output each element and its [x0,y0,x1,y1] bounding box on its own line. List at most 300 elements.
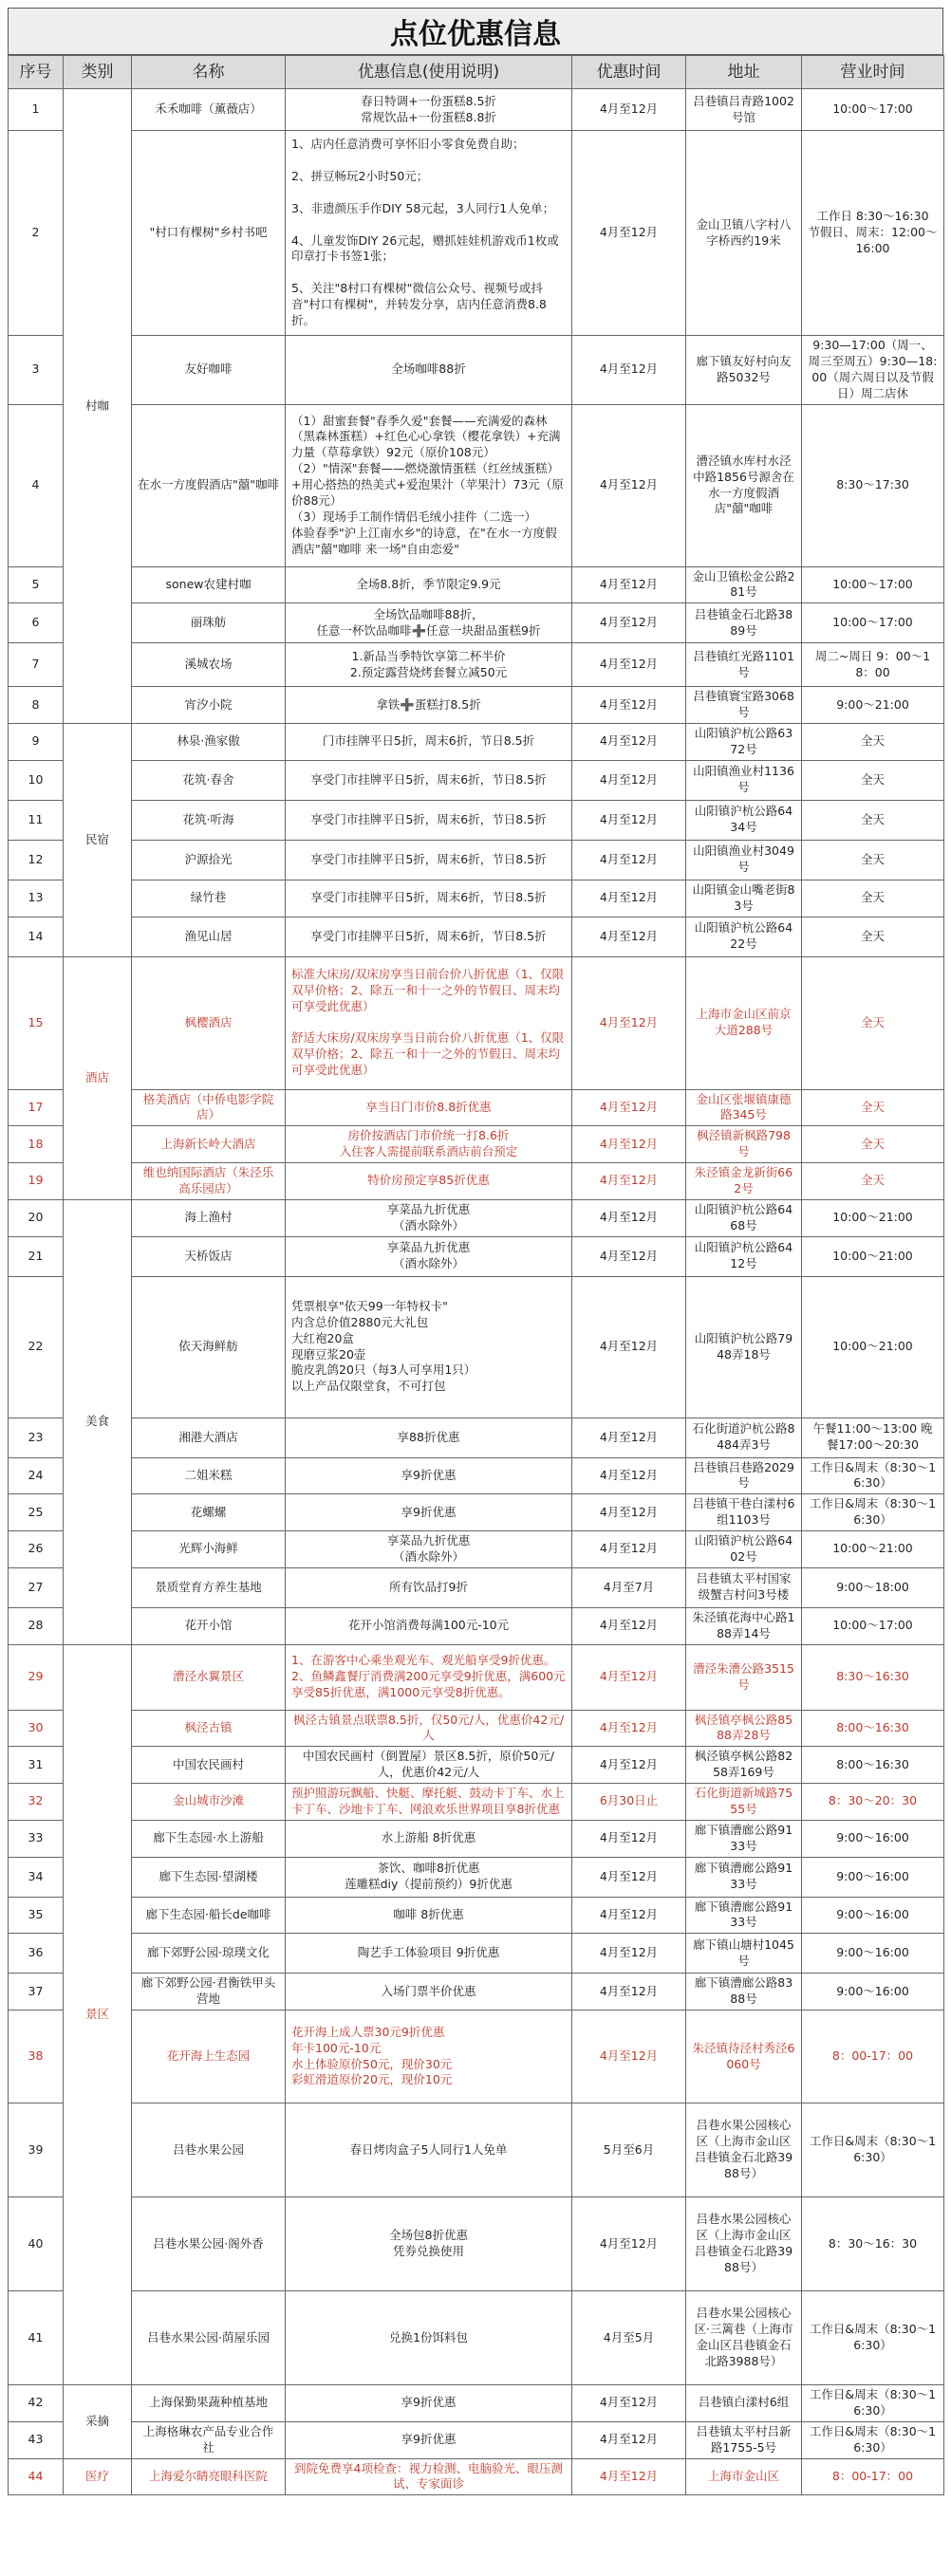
cell-time: 4月至12月 [572,760,686,800]
table-row [9,917,944,956]
category-cell: 民宿 [64,724,132,957]
cell-info: 兑换1份饵料包 [286,2291,572,2385]
cell-name: sonew农建村咖 [132,566,286,603]
cell-address: 枫泾镇新枫路798号 [686,1126,802,1163]
cell-no: 27 [9,1567,64,1607]
cell-address: 石化街道新城路7555号 [686,1784,802,1821]
cell-time: 4月至12月 [572,840,686,880]
cell-no: 14 [9,917,64,956]
cell-name: 上海保勤果蔬种植基地 [132,2385,286,2422]
cell-name: 花螺螺 [132,1494,286,1531]
header-time: 优惠时间 [572,56,686,89]
cell-address: 廊下镇漕廊公路9133号 [686,1897,802,1934]
cell-address: 金山区张堰镇康德路345号 [686,1089,802,1126]
cell-time: 4月至12月 [572,643,686,687]
cell-time: 4月至12月 [572,724,686,761]
cell-info: 1、店内任意消费可享怀旧小零食免费自助； 2、拼豆畅玩2小时50元； 3、非遗颜压手作DIY 58元起，3人同行1人免单； 4、儿童发饰DIY 26元起，赠抓娃娃机游戏币1枚或印章打卡书签1张； 5、关注"8村口有棵树"微信公众号、视频号或抖音"村口有棵树"，并转发分享，店内任意消费8.8折。 [286,131,572,336]
category-cell: 景区 [64,1644,132,2385]
cell-hours: 周二~周日 9：00～18：00 [802,643,944,687]
cell-hours: 10:00～17:00 [802,566,944,603]
cell-no: 19 [9,1163,64,1200]
cell-hours: 9:00～21:00 [802,687,944,724]
cell-info: 预护照游玩飘船、快艇、摩托艇、鼓动卡丁车、水上卡丁车、沙地卡丁车、网浪欢乐世界项目享8折优惠 [286,1784,572,1821]
cell-name: 丽珠舫 [132,603,286,643]
cell-info: 1、在游客中心乘坐观光车、观光船享受9折优惠。 2、鱼鳞鑫餐厅消费满200元享受9折优惠，满600元享受85折优惠，满1000元享受8折优惠。 [286,1644,572,1710]
cell-name: 光辉小海鲜 [132,1531,286,1568]
cell-address: 吕巷镇太平村吕新路1755-5号 [686,2421,802,2458]
cell-info: 花开海上成人票30元9折优惠 年卡100元-10元 水上体验原价50元，现价30元 彩虹滑道原价20元，现价10元 [286,2011,572,2103]
cell-info: 到院免费享4项检查：视力检测、电脑验光、眼压测试、专家面诊 [286,2458,572,2495]
cell-address: 山阳镇渔业村1136号 [686,760,802,800]
cell-address: 漕泾朱漕公路3515号 [686,1644,802,1710]
cell-address: 廊下镇漕廊公路9133号 [686,1820,802,1857]
table-row [9,1494,944,1531]
cell-info: 享菜品九折优惠 （酒水除外） [286,1199,572,1236]
cell-info: 咖啡 8折优惠 [286,1897,572,1934]
cell-hours: 全天 [802,840,944,880]
cell-info: 中国农民画村（倒置屋）景区8.5折，原价50元/人，优惠价42元/人 [286,1747,572,1784]
cell-hours: 8：00-17：00 [802,2011,944,2103]
cell-no: 32 [9,1784,64,1821]
cell-hours: 10:00～21:00 [802,1276,944,1418]
cell-hours: 9:00～16:00 [802,1820,944,1857]
table-row [9,603,944,643]
cell-name: 维也纳国际酒店（朱泾乐高乐园店） [132,1163,286,1200]
cell-no: 40 [9,2197,64,2291]
cell-name: 上海爱尔睛亮眼科医院 [132,2458,286,2495]
cell-hours: 工作日&周末（8:30～16:30） [802,2291,944,2385]
cell-address: 吕巷镇白漾村6组 [686,2385,802,2422]
cell-no: 41 [9,2291,64,2385]
cell-address: 廊下镇友好村向友路5032号 [686,336,802,405]
cell-time: 4月至12月 [572,1494,686,1531]
cell-info: 享受门市挂牌平日5折，周末6折，节日8.5折 [286,760,572,800]
cell-address: 廊下镇漕廊公路9133号 [686,1857,802,1897]
cell-address: 山阳镇沪杭公路6372号 [686,724,802,761]
cell-name: 枫泾古镇 [132,1710,286,1747]
table-row [9,880,944,917]
category-cell: 美食 [64,1199,132,1644]
cell-address: 吕巷水果公园核心区（上海市金山区吕巷镇金石北路3988号） [686,2103,802,2197]
cell-time: 4月至12月 [572,1607,686,1644]
cell-no: 44 [9,2458,64,2495]
cell-no: 9 [9,724,64,761]
cell-info: 陶艺手工体验项目 9折优惠 [286,1934,572,1974]
cell-no: 7 [9,643,64,687]
cell-no: 12 [9,840,64,880]
table-row [9,643,944,687]
cell-info: 享9折优惠 [286,1457,572,1494]
cell-time: 4月至12月 [572,603,686,643]
cell-info: 享受门市挂牌平日5折，周末6折，节日8.5折 [286,880,572,917]
table-row [9,1710,944,1747]
cell-address: 廊下镇山塘村1045号 [686,1934,802,1974]
table-row [9,1089,944,1126]
cell-hours: 全天 [802,917,944,956]
cell-time: 4月至12月 [572,404,686,566]
cell-no: 33 [9,1820,64,1857]
header-address: 地址 [686,56,802,89]
cell-name: 在水一方度假酒店"囍"咖啡 [132,404,286,566]
cell-hours: 9:00～18:00 [802,1567,944,1607]
cell-name: 格美酒店（中侨电影学院店） [132,1089,286,1126]
cell-info: 享受门市挂牌平日5折，周末6折，节日8.5折 [286,917,572,956]
table-row [9,2011,944,2103]
cell-no: 15 [9,956,64,1089]
cell-address: 吕巷水果公园核心区·三篱巷（上海市金山区吕巷镇金石北路3988号） [686,2291,802,2385]
cell-address: 朱泾镇待泾村秀泾6060号 [686,2011,802,2103]
table-row [9,2385,944,2422]
cell-info: 门市挂牌平日5折，周末6折，节日8.5折 [286,724,572,761]
cell-name: 廊下生态园·船长de咖啡 [132,1897,286,1934]
cell-info: 所有饮品打9折 [286,1567,572,1607]
table-row [9,566,944,603]
cell-info: 享9折优惠 [286,1494,572,1531]
cell-info: 标准大床房/双床房享当日前台价八折优惠（1、仅限双早价格；2、除五一和十一之外的节假日、周末均可享受此优惠） 舒适大床房/双床房享当日前台价八折优惠（1、仅限双早价格；2、除五一和十一之外的节假日、周末均可享受此优惠） [286,956,572,1089]
cell-time: 4月至12月 [572,1276,686,1418]
table-row [9,1897,944,1934]
cell-no: 37 [9,1974,64,2011]
cell-info: 拿铁➕蛋糕打8.5折 [286,687,572,724]
cell-no: 23 [9,1418,64,1457]
cell-info: （1）甜蜜套餐"春季久爱"套餐——充满爱的森林（黑森林蛋糕）+红色心心拿铁（樱花拿铁）+充满力量（草莓拿铁）92元（原价108元） （2）"情深"套餐——燃烧激情蛋糕（红丝绒蛋糕）+用心搭热的热美式+爱泡果汁（苹果汁）73元（原价88元） （3）现场手工制作情侣毛绒小挂件（二选一） 体验春季"沪上江南水乡"的诗意，在"在水一方度假酒店"囍"咖啡 来一场"自由恋爱" [286,404,572,566]
cell-address: 山阳镇沪杭公路6402号 [686,1531,802,1568]
cell-info: 枫泾古镇景点联票8.5折，仅50元/人，优惠价42元/人 [286,1710,572,1747]
cell-hours: 工作日&周末（8:30～16:30） [802,2385,944,2422]
cell-time: 4月至12月 [572,880,686,917]
cell-name: 漕泾水翼景区 [132,1644,286,1710]
table-row [9,1934,944,1974]
cell-name: 枫樱酒店 [132,956,286,1089]
cell-info: 花开小馆消费每满100元-10元 [286,1607,572,1644]
cell-info: 1.新品当季特饮享第二杯半价 2.预定露营烧烤套餐立减50元 [286,643,572,687]
cell-no: 28 [9,1607,64,1644]
cell-hours: 全天 [802,760,944,800]
cell-no: 43 [9,2421,64,2458]
table-row [9,2421,944,2458]
table-row [9,1276,944,1418]
cell-hours: 9:00～16:00 [802,1934,944,1974]
cell-hours: 10:00～21:00 [802,1236,944,1276]
cell-info: 春日特调+一份蛋糕8.5折 常规饮品+一份蛋糕8.8折 [286,89,572,131]
table-row [9,840,944,880]
cell-name: 金山城市沙滩 [132,1784,286,1821]
cell-info: 享受门市挂牌平日5折，周末6折，节日8.5折 [286,840,572,880]
cell-hours: 8：00-17：00 [802,2458,944,2495]
cell-address: 石化街道沪杭公路8484弄3号 [686,1418,802,1457]
table-row [9,800,944,840]
cell-time: 6月30日止 [572,1784,686,1821]
cell-no: 1 [9,89,64,131]
cell-info: 全场8.8折，季节限定9.9元 [286,566,572,603]
cell-no: 18 [9,1126,64,1163]
cell-hours: 8:30～17:30 [802,404,944,566]
cell-hours: 工作日 8:30～16:30 节假日、周末：12:00～16:00 [802,131,944,336]
cell-no: 25 [9,1494,64,1531]
cell-no: 10 [9,760,64,800]
header-hours: 营业时间 [802,56,944,89]
table-row [9,1199,944,1236]
cell-hours: 工作日&周末（8:30～16:30） [802,2103,944,2197]
cell-name: 海上渔村 [132,1199,286,1236]
cell-time: 4月至12月 [572,336,686,405]
table-row [9,1747,944,1784]
cell-info: 享9折优惠 [286,2421,572,2458]
table-row [9,1644,944,1710]
cell-name: 花筑·春舍 [132,760,286,800]
cell-hours: 10:00～17:00 [802,1607,944,1644]
cell-no: 31 [9,1747,64,1784]
table-row [9,336,944,405]
cell-name: 二姐米糕 [132,1457,286,1494]
cell-no: 6 [9,603,64,643]
cell-address: 朱泾镇金龙新街662号 [686,1163,802,1200]
cell-info: 享菜品九折优惠 （酒水除外） [286,1531,572,1568]
cell-info: 全场包8折优惠 凭券兑换使用 [286,2197,572,2291]
cell-address: 吕巷水果公园核心区（上海市金山区吕巷镇金石北路3988号） [686,2197,802,2291]
cell-name: 廊下生态园·水上游船 [132,1820,286,1857]
cell-hours: 10:00～17:00 [802,603,944,643]
page-title: 点位优惠信息 [8,8,943,55]
cell-time: 4月至12月 [572,1418,686,1457]
cell-address: 山阳镇沪杭公路6422号 [686,917,802,956]
table-row [9,2291,944,2385]
cell-hours: 工作日&周末（8:30～16:30） [802,1457,944,1494]
table-row [9,1236,944,1276]
cell-hours: 工作日&周末（8:30～16:30） [802,1494,944,1531]
cell-time: 4月至12月 [572,800,686,840]
cell-hours: 全天 [802,1089,944,1126]
table-row [9,1163,944,1200]
cell-hours: 午餐11:00～13:00 晚餐17:00～20:30 [802,1418,944,1457]
cell-info: 春日烤肉盒子5人同行1人免单 [286,2103,572,2197]
cell-name: 花开小馆 [132,1607,286,1644]
cell-name: 林泉·渔家傲 [132,724,286,761]
category-cell: 酒店 [64,956,132,1199]
cell-name: 中国农民画村 [132,1747,286,1784]
cell-time: 4月至12月 [572,687,686,724]
cell-no: 5 [9,566,64,603]
cell-name: 吕巷水果公园·阁外香 [132,2197,286,2291]
header-info: 优惠信息(使用说明) [286,56,572,89]
table-row [9,724,944,761]
category-cell: 村咖 [64,89,132,724]
cell-hours: 9:00～16:00 [802,1974,944,2011]
cell-info: 入场门票半价优惠 [286,1974,572,2011]
cell-address: 枫泾镇亭枫公路8258弄169号 [686,1747,802,1784]
cell-time: 4月至12月 [572,1199,686,1236]
cell-hours: 9:00～16:00 [802,1857,944,1897]
cell-name: 廊下生态园·望湖楼 [132,1857,286,1897]
cell-time: 4月至12月 [572,956,686,1089]
cell-time: 4月至12月 [572,1457,686,1494]
cell-address: 山阳镇金山嘴老街83号 [686,880,802,917]
cell-info: 享当日门市价8.8折优惠 [286,1089,572,1126]
cell-hours: 全天 [802,956,944,1089]
cell-address: 吕巷镇吕青路1002号馆 [686,89,802,131]
cell-address: 漕泾镇水库村水泾中路1856号源舍在水一方度假酒店"囍"咖啡 [686,404,802,566]
cell-time: 4月至12月 [572,1934,686,1974]
cell-hours: 8：30～20：30 [802,1784,944,1821]
cell-name: 吕巷水果公园 [132,2103,286,2197]
cell-name: 湘港大酒店 [132,1418,286,1457]
cell-hours: 工作日&周末（8:30～16:30） [802,2421,944,2458]
cell-no: 36 [9,1934,64,1974]
cell-time: 5月至6月 [572,2103,686,2197]
category-cell: 采摘 [64,2385,132,2459]
cell-hours: 10:00～21:00 [802,1531,944,1568]
cell-hours: 9:00～16:00 [802,1897,944,1934]
cell-time: 4月至12月 [572,2385,686,2422]
cell-address: 吕巷镇吕巷路2029号 [686,1457,802,1494]
cell-name: 绿竹巷 [132,880,286,917]
cell-no: 8 [9,687,64,724]
cell-no: 34 [9,1857,64,1897]
cell-address: 山阳镇沪杭公路6434号 [686,800,802,840]
cell-hours: 10:00～17:00 [802,89,944,131]
cell-info: 水上游船 8折优惠 [286,1820,572,1857]
cell-info: 全场饮品咖啡88折， 任意一杯饮品咖啡➕任意一块甜品蛋糕9折 [286,603,572,643]
cell-address: 吕巷镇太平村国家级蟹吉村问3号楼 [686,1567,802,1607]
cell-info: 享88折优惠 [286,1418,572,1457]
cell-info: 全场咖啡88折 [286,336,572,405]
cell-address: 金山卫镇松金公路281号 [686,566,802,603]
table-row [9,2197,944,2291]
table-row [9,1974,944,2011]
cell-address: 吕巷镇金石北路3889号 [686,603,802,643]
cell-time: 4月至12月 [572,2197,686,2291]
cell-no: 20 [9,1199,64,1236]
cell-hours: 全天 [802,880,944,917]
discount-table [8,55,944,2495]
cell-name: 渔见山居 [132,917,286,956]
cell-hours: 全天 [802,1126,944,1163]
cell-name: 上海格琳农产品专业合作社 [132,2421,286,2458]
cell-info: 享菜品九折优惠 （酒水除外） [286,1236,572,1276]
cell-no: 39 [9,2103,64,2197]
table-row [9,404,944,566]
cell-time: 4月至12月 [572,131,686,336]
header-category: 类别 [64,56,132,89]
table-row [9,1607,944,1644]
cell-no: 24 [9,1457,64,1494]
cell-no: 26 [9,1531,64,1568]
cell-no: 29 [9,1644,64,1710]
cell-name: 花开海上生态园 [132,2011,286,2103]
table-row [9,687,944,724]
cell-hours: 全天 [802,724,944,761]
cell-info: 特价房预定享85折优惠 [286,1163,572,1200]
cell-hours: 9:30—17:00（周一、周三至周五）9:30—18:00（周六周日以及节假日）周二店休 [802,336,944,405]
cell-time: 4月至12月 [572,1974,686,2011]
cell-time: 4月至12月 [572,1644,686,1710]
table-row [9,1126,944,1163]
table-row [9,2458,944,2495]
cell-name: 廊下郊野公园·君衡铁甲头营地 [132,1974,286,2011]
cell-name: 上海新长岭大酒店 [132,1126,286,1163]
header-no: 序号 [9,56,64,89]
cell-info: 茶饮、咖啡8折优惠 莲雕糕diy（提前预约）9折优惠 [286,1857,572,1897]
cell-hours: 8:00～16:30 [802,1747,944,1784]
cell-no: 30 [9,1710,64,1747]
table-body [9,89,944,2495]
cell-address: 吕巷镇寰宝路3068号 [686,687,802,724]
cell-no: 2 [9,131,64,336]
cell-hours: 10:00～21:00 [802,1199,944,1236]
cell-info: 凭票根享"依天99一年特权卡" 内含总价值2880元大礼包 大红袍20盒 现磨豆浆20壶 脆皮乳鸽20只（每3人可享用1只） 以上产品仅限堂食，不可打包 [286,1276,572,1418]
cell-hours: 8：30～16：30 [802,2197,944,2291]
table-row [9,131,944,336]
cell-name: 景质堂育方养生基地 [132,1567,286,1607]
cell-no: 17 [9,1089,64,1126]
cell-address: 上海市金山区前京大道288号 [686,956,802,1089]
cell-no: 21 [9,1236,64,1276]
cell-time: 4月至12月 [572,566,686,603]
cell-no: 42 [9,2385,64,2422]
cell-hours: 全天 [802,1163,944,1200]
category-cell: 医疗 [64,2458,132,2495]
cell-name: 禾禾咖啡（薰薇店） [132,89,286,131]
table-row [9,956,944,1089]
cell-time: 4月至12月 [572,917,686,956]
cell-time: 4月至12月 [572,1747,686,1784]
cell-address: 吕巷镇红光路1101号 [686,643,802,687]
cell-address: 金山卫镇八字村八字桥西约19米 [686,131,802,336]
cell-time: 4月至12月 [572,1710,686,1747]
cell-no: 11 [9,800,64,840]
cell-time: 4月至7月 [572,1567,686,1607]
cell-no: 35 [9,1897,64,1934]
cell-name: 廊下郊野公园·琼璞文化 [132,1934,286,1974]
cell-address: 吕巷镇干巷白漾村6组1103号 [686,1494,802,1531]
table-row [9,1857,944,1897]
cell-time: 4月至12月 [572,2421,686,2458]
cell-hours: 8:30～16:30 [802,1644,944,1710]
cell-time: 4月至12月 [572,1163,686,1200]
cell-info: 享9折优惠 [286,2385,572,2422]
cell-time: 4月至12月 [572,89,686,131]
header-name: 名称 [132,56,286,89]
cell-info: 房价按酒店门市价统一打8.6折 入住客人需提前联系酒店前台预定 [286,1126,572,1163]
cell-no: 38 [9,2011,64,2103]
table-row [9,1567,944,1607]
cell-no: 22 [9,1276,64,1418]
cell-address: 朱泾镇花海中心路188弄14号 [686,1607,802,1644]
cell-name: 花筑·听海 [132,800,286,840]
table-row [9,1457,944,1494]
cell-hours: 全天 [802,800,944,840]
cell-time: 4月至12月 [572,1531,686,1568]
cell-name: 友好咖啡 [132,336,286,405]
cell-time: 4月至12月 [572,1857,686,1897]
cell-info: 享受门市挂牌平日5折，周末6折，节日8.5折 [286,800,572,840]
header-row [9,56,944,89]
table-row [9,2103,944,2197]
cell-name: 依天海鲜舫 [132,1276,286,1418]
cell-hours: 8:00～16:30 [802,1710,944,1747]
cell-name: 天桥饭店 [132,1236,286,1276]
cell-address: 山阳镇沪杭公路6412号 [686,1236,802,1276]
cell-name: 宵汐小院 [132,687,286,724]
cell-no: 3 [9,336,64,405]
cell-name: 吕巷水果公园·荫屋乐园 [132,2291,286,2385]
cell-address: 山阳镇沪杭公路7948弄18号 [686,1276,802,1418]
cell-name: 溪城农场 [132,643,286,687]
cell-time: 4月至12月 [572,1820,686,1857]
cell-address: 山阳镇渔业村3049号 [686,840,802,880]
cell-time: 4月至12月 [572,1089,686,1126]
cell-address: 枫泾镇亭枫公路8588弄28号 [686,1710,802,1747]
